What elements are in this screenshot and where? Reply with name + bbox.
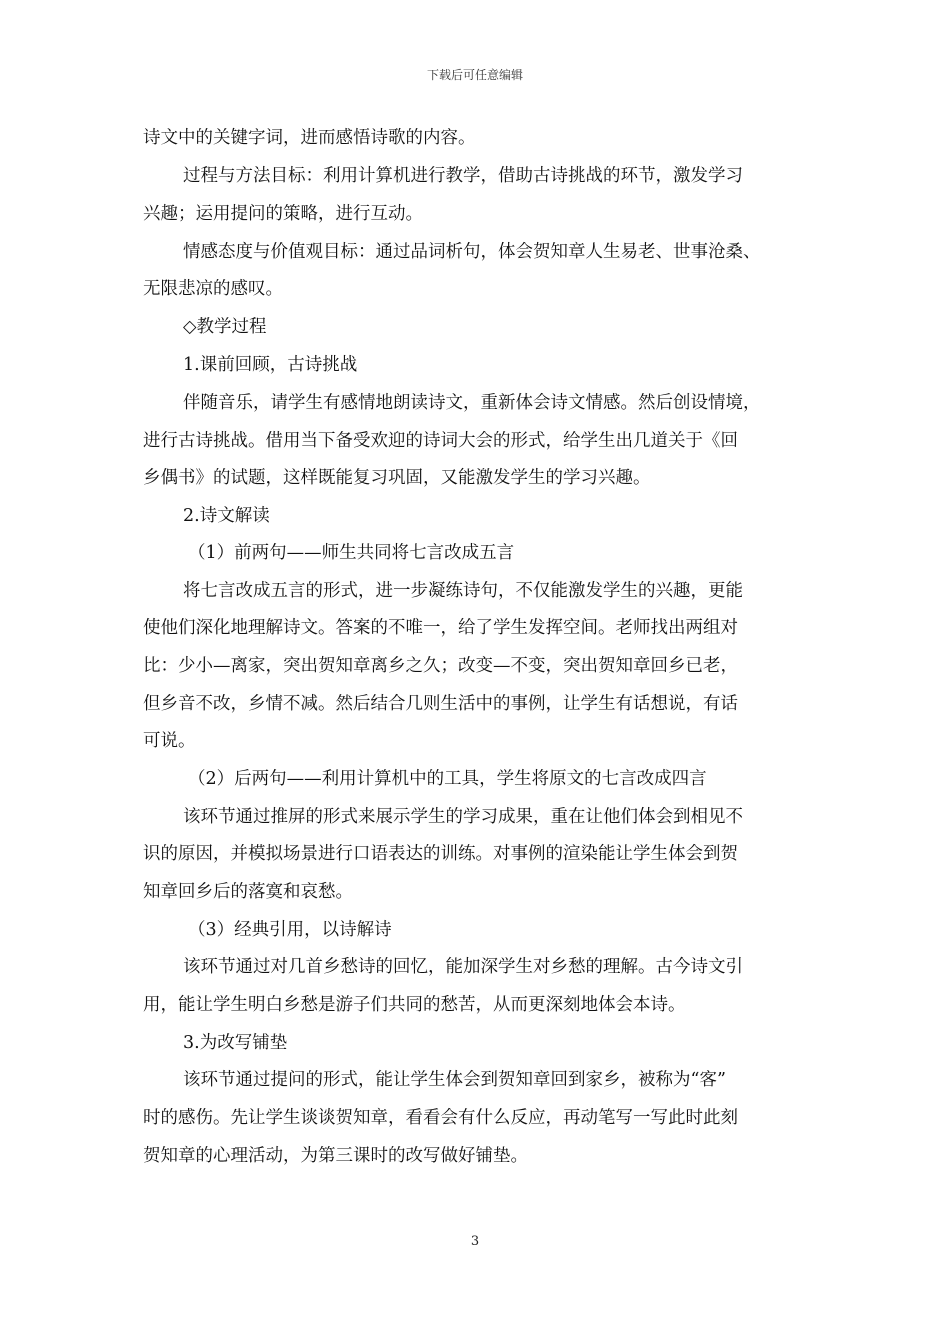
page-number: 3 — [470, 1234, 480, 1249]
text-line: 过程与方法目标：利用计算机进行教学，借助古诗挑战的环节，激发学习 — [183, 166, 743, 186]
text-line: 该环节通过对几首乡愁诗的回忆，能加深学生对乡愁的理解。古今诗文引 — [183, 957, 743, 977]
text-line: 进行古诗挑战。借用当下备受欢迎的诗词大会的形式，给学生出几道关于《回 — [143, 431, 738, 451]
subsection-heading: （2）后两句——利用计算机中的工具，学生将原文的七言改成四言 — [188, 769, 707, 789]
text-line: 兴趣；运用提问的策略，进行互动。 — [143, 204, 423, 224]
text-line: 比：少小—离家，突出贺知章离乡之久；改变—不变，突出贺知章回乡已老， — [143, 656, 738, 676]
text-line: 贺知章的心理活动，为第三课时的改写做好铺垫。 — [143, 1146, 528, 1166]
page-header: 下载后可任意编辑 — [426, 68, 523, 82]
subsection-heading: 2.诗文解读 — [183, 506, 270, 526]
subsection-heading: （3）经典引用，以诗解诗 — [188, 920, 392, 940]
text-line: 但乡音不改，乡情不减。然后结合几则生活中的事例，让学生有话想说，有话 — [143, 694, 738, 714]
text-line: 可说。 — [143, 731, 196, 751]
text-line: 无限悲凉的感叹。 — [143, 279, 283, 299]
text-line: 使他们深化地理解诗文。答案的不唯一，给了学生发挥空间。老师找出两组对 — [143, 618, 738, 638]
text-line: 该环节通过提问的形式，能让学生体会到贺知章回到家乡，被称为“客” — [183, 1070, 726, 1090]
text-line: 识的原因，并模拟场景进行口语表达的训练。对事例的渲染能让学生体会到贺 — [143, 844, 738, 864]
text-line: 知章回乡后的落寞和哀愁。 — [143, 882, 353, 902]
subsection-heading: （1）前两句——师生共同将七言改成五言 — [188, 543, 515, 563]
text-line: 将七言改成五言的形式，进一步凝练诗句，不仅能激发学生的兴趣，更能 — [183, 581, 743, 601]
subsection-heading: 3.为改写铺垫 — [183, 1033, 288, 1053]
subsection-heading: 1.课前回顾，古诗挑战 — [183, 355, 358, 375]
section-heading: ◇教学过程 — [183, 317, 267, 337]
text-line: 时的感伤。先让学生谈谈贺知章，看看会有什么反应，再动笔写一写此时此刻 — [143, 1108, 738, 1128]
text-line: 诗文中的关键字词，进而感悟诗歌的内容。 — [143, 128, 476, 148]
text-line: 伴随音乐，请学生有感情地朗读诗文，重新体会诗文情感。然后创设情境， — [183, 393, 761, 413]
text-line: 该环节通过推屏的形式来展示学生的学习成果，重在让他们体会到相见不 — [183, 807, 743, 827]
text-line: 用，能让学生明白乡愁是游子们共同的愁苦，从而更深刻地体会本诗。 — [143, 995, 686, 1015]
text-line: 乡偶书》的试题，这样既能复习巩固，又能激发学生的学习兴趣。 — [143, 468, 651, 488]
text-line: 情感态度与价值观目标：通过品词析句，体会贺知章人生易老、世事沧桑、 — [183, 242, 761, 262]
